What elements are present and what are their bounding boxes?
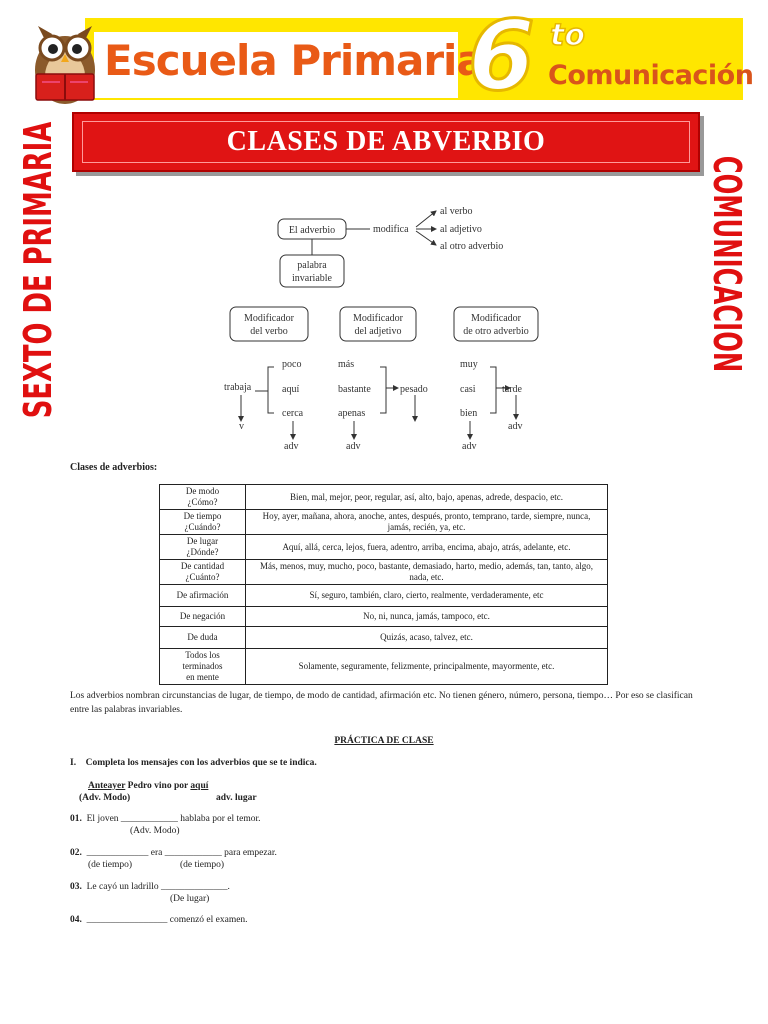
adverb-type-cell: Todos los terminados en mente <box>160 649 246 685</box>
exercise-02-hint-2: (de tiempo) <box>180 860 225 870</box>
svg-text:Modificador: Modificador <box>244 313 294 324</box>
exercise-01-hint: (Adv. Modo) <box>130 826 180 836</box>
adverb-type-cell: De lugar ¿Dónde? <box>160 535 246 560</box>
adverb-examples-cell: Sí, seguro, también, claro, cierto, realmente, verdaderamente, etc <box>246 585 608 607</box>
svg-text:Modificador: Modificador <box>471 313 521 324</box>
exercise-04: 04. _________________ comenzó el examen. <box>70 915 248 925</box>
adverb-examples-cell: Aquí, allá, cerca, lejos, fuera, adentro, arriba, encima, abajo, atrás, adelante, etc. <box>246 535 608 560</box>
table-row <box>160 607 608 627</box>
adverb-type-cell: De afirmación <box>160 585 246 607</box>
example-label-2: adv. lugar <box>216 793 257 803</box>
side-label-right: COMUNICACION <box>705 155 749 373</box>
table-row <box>160 560 608 585</box>
classes-label: Clases de adverbios: <box>70 462 158 473</box>
svg-text:adv: adv <box>508 421 523 432</box>
svg-text:al adjetivo: al adjetivo <box>440 224 482 235</box>
grade-number: 6 <box>468 0 535 112</box>
svg-text:muy: muy <box>460 359 478 370</box>
exercise-02-hint-1: (de tiempo) <box>88 860 133 870</box>
svg-text:bien: bien <box>460 408 478 419</box>
grade-suffix: to <box>550 18 585 53</box>
adverb-type-cell: De duda <box>160 627 246 649</box>
adverb-examples-cell: Más, menos, muy, mucho, poco, bastante, demasiado, harto, medio, además, tan, tanto, algo, nada, etc. <box>246 560 608 585</box>
svg-text:del verbo: del verbo <box>250 326 288 337</box>
exercise-02: 02. _____________ era ____________ para empezar. <box>70 848 277 858</box>
svg-text:poco: poco <box>282 359 302 370</box>
adverb-diagram <box>200 195 580 455</box>
diagram-modifica: modifica <box>373 224 409 235</box>
page-title: CLASES DE ABVERBIO <box>226 126 546 157</box>
svg-text:adv: adv <box>346 441 361 452</box>
svg-text:más: más <box>338 359 355 370</box>
svg-text:de otro adverbio: de otro adverbio <box>463 326 529 337</box>
svg-text:v: v <box>239 421 244 432</box>
example-sentence: Anteayer Pedro vino por aquí <box>88 781 209 791</box>
svg-text:del adjetivo: del adjetivo <box>354 326 402 337</box>
exercise-03: 03. Le cayó un ladrillo ______________. <box>70 882 230 892</box>
svg-text:adv: adv <box>462 441 477 452</box>
intro-paragraph: Los adverbios nombran circunstancias de lugar, de tiempo, de modo de cantidad, afirmación etc. No tienen género, número, persona, tiempo… Por eso se clasifican entre las palabras invariables. <box>70 691 693 715</box>
svg-text:al verbo: al verbo <box>440 206 473 217</box>
svg-text:apenas: apenas <box>338 408 366 419</box>
adverb-examples-cell: Hoy, ayer, mañana, ahora, anoche, antes, después, pronto, temprano, tarde, siempre, nunca, jamás, recién, ya, etc. <box>246 510 608 535</box>
table-row <box>160 485 608 510</box>
adverb-type-cell: De negación <box>160 607 246 627</box>
side-label-left: SEXTO DE PRIMARIA <box>16 121 60 419</box>
svg-text:tarde: tarde <box>502 384 522 395</box>
svg-text:casi: casi <box>460 384 476 395</box>
diagram-root: El adverbio <box>288 225 336 236</box>
adverb-examples-cell: Quizás, acaso, talvez, etc. <box>246 627 608 649</box>
svg-text:al otro adverbio: al otro adverbio <box>440 241 504 252</box>
instruction: I. Completa los mensajes con los adverbios que se te indica. <box>70 758 317 768</box>
svg-text:cerca: cerca <box>282 408 304 419</box>
example-label-1: (Adv. Modo) <box>79 793 131 803</box>
adverb-type-cell: De tiempo ¿Cuándo? <box>160 510 246 535</box>
svg-text:pesado: pesado <box>400 384 428 395</box>
school-name: Escuela Primaria <box>104 36 484 85</box>
table-row <box>160 649 608 685</box>
adverb-type-cell: De modo ¿Cómo? <box>160 485 246 510</box>
svg-text:aquí: aquí <box>282 384 300 395</box>
adverb-type-cell: De cantidad ¿Cuánto? <box>160 560 246 585</box>
svg-text:palabra: palabra <box>297 260 327 271</box>
practice-title: PRÁCTICA DE CLASE <box>334 736 434 746</box>
subject-header: Comunicación <box>548 60 754 91</box>
exercise-01: 01. El joven ____________ hablaba por el temor. <box>70 814 261 824</box>
adverb-examples-cell: Solamente, seguramente, felizmente, principalmente, mayormente, etc. <box>246 649 608 685</box>
classes-table <box>159 484 608 685</box>
table-row <box>160 535 608 560</box>
svg-text:Modificador: Modificador <box>353 313 403 324</box>
exercise-03-hint: (De lugar) <box>170 894 210 904</box>
svg-text:invariable: invariable <box>292 273 332 284</box>
title-banner <box>72 112 700 172</box>
table-row <box>160 627 608 649</box>
svg-text:adv: adv <box>284 441 299 452</box>
adverb-examples-cell: No, ni, nunca, jamás, tampoco, etc. <box>246 607 608 627</box>
owl-reading-icon <box>22 12 108 108</box>
svg-text:bastante: bastante <box>338 384 371 395</box>
svg-text:trabaja: trabaja <box>224 382 252 393</box>
table-row <box>160 585 608 607</box>
table-row <box>160 510 608 535</box>
adverb-examples-cell: Bien, mal, mejor, peor, regular, así, alto, bajo, apenas, adrede, despacio, etc. <box>246 485 608 510</box>
